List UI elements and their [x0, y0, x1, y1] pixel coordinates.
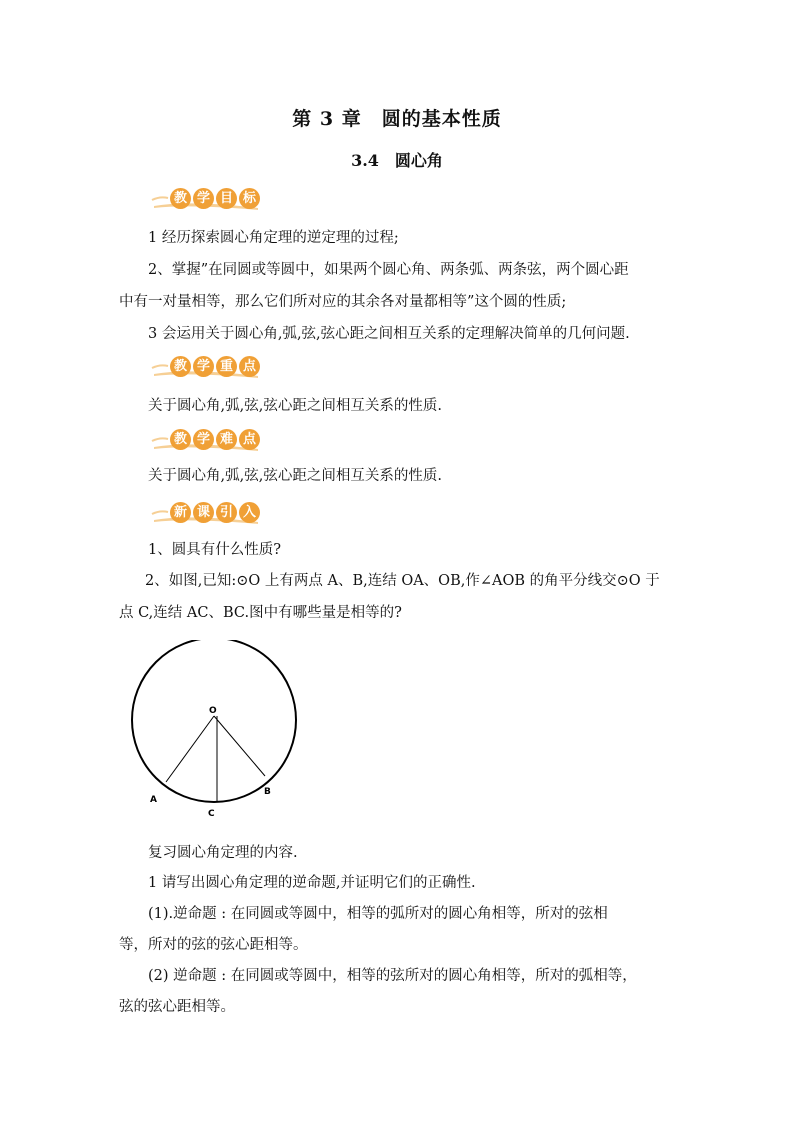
tag-char: 学: [193, 429, 214, 450]
label-a: A: [150, 795, 157, 805]
tag-char: 难: [216, 429, 237, 450]
tag-char: 点: [239, 356, 260, 377]
tag-teaching-objectives: [150, 186, 260, 212]
tag-char: 目: [216, 188, 237, 209]
converse-1-line-1: (1).逆命题 : 在同圆或等圆中，相等的弧所对的圆心角相等，所对的弦相: [148, 906, 608, 922]
tag-difficulties: [150, 427, 260, 453]
tag-char: 学: [193, 356, 214, 377]
tag-char: 标: [239, 188, 260, 209]
tag-key-points: [150, 354, 260, 380]
chapter-title: 第 3 章 圆的基本性质: [292, 108, 502, 130]
tag-char: 教: [170, 188, 191, 209]
objective-item-1: 1 经历探索圆心角定理的逆定理的过程;: [148, 230, 399, 246]
key-points-text: 关于圆心角,弧,弦,弦心距之间相互关系的性质.: [148, 398, 442, 414]
review-heading: 复习圆心角定理的内容.: [148, 845, 298, 861]
converse-1-line-2: 等，所对的弦的弦心距相等。: [119, 937, 308, 953]
label-o: O: [209, 706, 217, 716]
converse-2-line-1: (2) 逆命题 : 在同圆或等圆中，相等的弦所对的圆心角相等，所对的弧相等，: [148, 968, 637, 984]
tag-char: 学: [193, 188, 214, 209]
circle: [132, 640, 296, 802]
converse-2-line-2: 弦的弦心距相等。: [119, 999, 235, 1015]
label-b: B: [264, 787, 271, 797]
intro-question-2-line-2: 点 C,连结 AC、BC.图中有哪些量是相等的?: [119, 605, 402, 621]
objective-item-3: 3 会运用关于圆心角,弧,弦,弦心距之间相互关系的定理解决简单的几何问题.: [148, 326, 630, 342]
tag-char: 新: [170, 502, 191, 523]
tag-char: 入: [239, 502, 260, 523]
segment-oa: [166, 716, 214, 782]
tag-char: 重: [216, 356, 237, 377]
tag-char: 引: [216, 502, 237, 523]
difficulties-text: 关于圆心角,弧,弦,弦心距之间相互关系的性质.: [148, 468, 442, 484]
tag-char: 点: [239, 429, 260, 450]
section-title: 3.4 圆心角: [351, 151, 443, 170]
review-task: 1 请写出圆心角定理的逆命题,并证明它们的正确性.: [148, 875, 476, 891]
objective-item-2-line-2: 中有一对量相等，那么它们所对应的其余各对量都相等”这个圆的性质;: [119, 294, 567, 310]
intro-question-2-line-1: 2、如图,已知:⊙O 上有两点 A、B,连结 OA、OB,作∠AOB 的角平分线交⊙O 于: [145, 573, 660, 589]
intro-question-1: 1、圆具有什么性质?: [148, 542, 281, 558]
tag-new-lesson-intro: [150, 500, 260, 526]
tag-char: 课: [193, 502, 214, 523]
label-c: C: [208, 809, 215, 819]
circle-diagram: [120, 640, 320, 830]
tag-char: 教: [170, 429, 191, 450]
segment-ob: [214, 716, 265, 776]
objective-item-2-line-1: 2、掌握”在同圆或等圆中，如果两个圆心角、两条弧、两条弦，两个圆心距: [148, 262, 629, 278]
tag-char: 教: [170, 356, 191, 377]
